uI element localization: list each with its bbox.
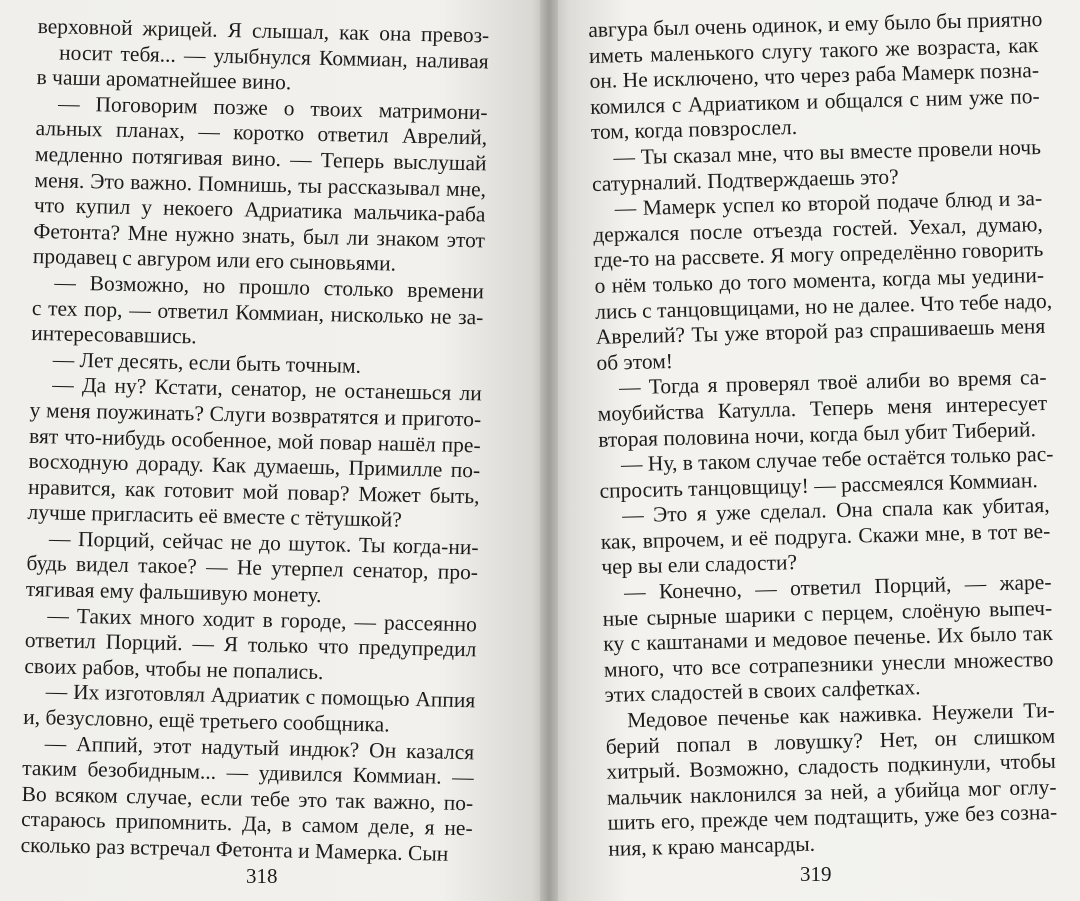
text-line: у меня поужинать? Слуги возвратятся и пригото-: [29, 397, 482, 432]
text-line: своих рабов, чтобы не попались.: [24, 653, 324, 684]
text-line: комился с Адриатиком и общался с ним уже по-: [589, 83, 1040, 119]
right-page: [548, 0, 1080, 901]
text-line: продавец с авгуром или его сыновьями.: [32, 244, 397, 276]
text-line: — Возможно, но прошло столько времени: [54, 270, 485, 304]
text-line: — Это я уже сделал. Она спала как убитая,: [621, 493, 1050, 528]
text-line: — Порций, сейчас не до шуток. Ты когда-ни-: [48, 526, 479, 560]
right-page-text: [588, 7, 1059, 862]
text-line: авгура был очень одинок, и ему было бы приятно: [588, 6, 1043, 42]
text-line: моубийства Катулла. Теперь меня интересует: [597, 390, 1048, 426]
text-line: стараюсь припомнить. Да, в самом деле, я не-: [20, 807, 473, 841]
text-line: медленно потягивая вино. — Теперь выслушай: [34, 141, 487, 176]
text-line: лучше пригласить её вместе с тётушкой?: [27, 500, 403, 533]
text-line: — Аппий, этот надутый индюк? Он казался: [44, 730, 475, 764]
text-line: Медовое печенье как наживка. Неужели Ти-: [626, 697, 1055, 733]
text-line: об этом!: [596, 348, 674, 375]
left-page-number: 318: [246, 864, 278, 888]
text-line: сатурналий. Подтверждаешь это?: [591, 164, 899, 196]
text-line: берий попал в ловушку? Нет, он слишком: [605, 723, 1056, 759]
text-line: вят что-нибудь особенное, мой повар нашёл пре-: [28, 423, 481, 457]
text-line: ные сырные шарики с перцем, слоёную выпеч-: [602, 595, 1053, 631]
right-page-number: 319: [800, 862, 832, 886]
text-line: — Таких много ходит в городе, — рассеянно: [47, 602, 478, 636]
text-line: Аврелий? Ты уже второй раз спрашиваешь меня: [595, 314, 1046, 350]
text-line: верховной жрицей. Я слышал, как она превоз-: [37, 14, 490, 48]
text-line: — Их изготовлял Адриатик с помощью Аппия: [45, 679, 476, 713]
text-line: таким безобидным... — удивился Коммиан. —: [21, 756, 474, 790]
text-line: альных планах, — коротко ответил Аврелий,: [35, 116, 488, 150]
text-line: — Тогда я проверял твоё алиби во время са-: [618, 365, 1047, 400]
text-line: с тех пор, — ответил Коммиан, нисколько не за-: [31, 295, 484, 329]
text-line: будь видел такое? — Не утерпел сенатор, про-: [26, 551, 479, 585]
left-page-text: [20, 14, 490, 868]
text-line: вторая половина ночи, когда был убит Тиберий.: [598, 416, 1037, 452]
text-line: иметь маленького слугу такого же возраста, как: [588, 32, 1039, 68]
text-line: носит тебя... — улыбнулся Коммиан, наливая: [58, 40, 489, 74]
text-line: — Ну, в таком случае тебе остаётся только рас-: [620, 441, 1054, 477]
text-line: интересовавшись.: [31, 321, 197, 349]
text-line: тягивая ему фальшивую монету.: [25, 576, 322, 608]
text-line: восходную дораду. Как думаешь, Примилле по-: [28, 448, 481, 483]
text-line: шить его, прежде чем подтащить, уже без созна-: [607, 800, 1058, 836]
text-line: много, что все сотрапезники унесли множество: [603, 646, 1054, 682]
text-line: этих сладостей в своих салфетках.: [604, 675, 921, 708]
text-line: сколько раз встречал Фетонта и Мамерка. Сын: [20, 832, 449, 866]
text-line: хитрый. Возможно, сладость подкинули, чтобы: [606, 749, 1057, 784]
text-line: ответил Порций. — Я только что предупредил: [24, 628, 477, 662]
text-line: — Лет десять, если быть точным.: [52, 347, 362, 378]
text-line: и, безусловно, ещё третьего сообщника.: [23, 704, 390, 737]
text-line: что купил у некоего Адриатика мальчика-раба: [33, 193, 486, 227]
text-line: Во всяком случае, если тебе это так важно, по-: [21, 781, 474, 816]
text-line: — Да ну? Кстати, сенатор, не останешься ли: [51, 372, 482, 406]
text-line: чер вы ели сладости?: [601, 550, 798, 580]
text-line: держался после отъезда гостей. Уехал, думаю,: [593, 211, 1044, 247]
text-line: нравится, как готовит мой повар? Может быть,: [27, 474, 480, 509]
text-line: в чаши ароматнейшее вино.: [36, 65, 292, 95]
text-line: меня. Это важно. Помнишь, ты рассказывал мне,: [34, 167, 487, 201]
text-line: Фетонта? Мне нужно знать, был ли знаком этот: [33, 218, 486, 253]
text-line: о нём только до того момента, когда мы уедини-: [594, 262, 1045, 298]
text-line: — Конечно, — ответил Порций, — жаре-: [623, 569, 1052, 605]
text-line: спросить танцовщицу! — рассмеялся Коммиан.: [599, 467, 1038, 503]
text-line: — Мамерк успел ко второй подаче блюд и за-: [614, 186, 1043, 221]
text-line: где-то на рассвете. Я могу определённо говорить: [593, 237, 1044, 273]
text-line: лись с танцовщицами, но не далее. Что тебе надо,: [594, 288, 1053, 324]
text-line: ния, к краю мансарды.: [608, 831, 816, 861]
text-line: — Ты сказал мне, что вы вместе провели ночь: [613, 134, 1042, 170]
text-line: он. Не исключено, что через раба Мамерк позна-: [589, 58, 1040, 94]
text-line: мальчик наклонился за ней, а убийца мог оглу-: [606, 774, 1057, 810]
text-line: — Поговорим позже о твоих матримони-: [57, 91, 488, 125]
book-gutter: [540, 0, 558, 901]
text-line: как, впрочем, и её подруга. Скажи мне, в тот ве-: [600, 518, 1051, 554]
text-line: том, когда повзрослел.: [590, 115, 798, 145]
text-line: ку с каштанами и медовое печенье. Их было так: [603, 621, 1053, 657]
